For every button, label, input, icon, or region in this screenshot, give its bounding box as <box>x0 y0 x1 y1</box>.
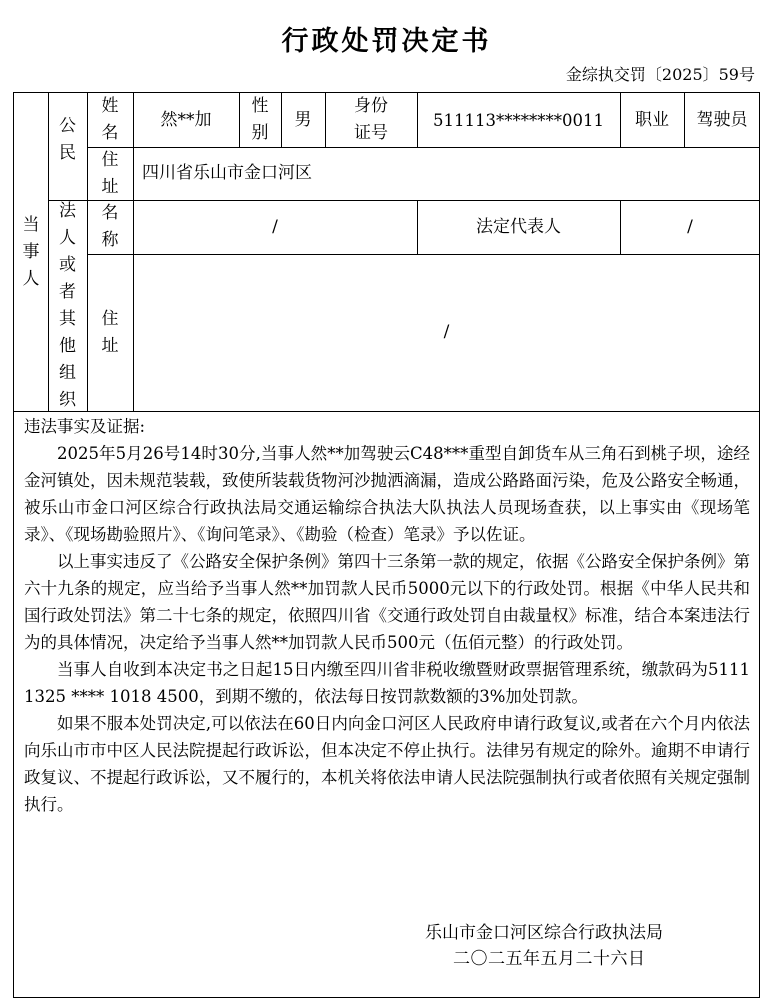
name-label: 姓 名 <box>101 96 119 143</box>
organization-label: 法 人 或 者 其 他 组 织 <box>59 200 76 410</box>
legal-representative-label: 法定代表人 <box>476 216 561 237</box>
legal-representative-value: / <box>687 216 693 237</box>
violation-paragraph: 以上事实违反了《公路安全保护条例》第四十三条第一款的规定，依据《公路安全保护条例》第六十九条的规定，应当给予当事人然**加罚款人民币5000元以下的行政处罚。根据《中华人民共和国行政处罚法》第二十七条的规定，依照四川省《交通行政处罚自由裁量权》标准，结合本案违法行为的具体情况，决定给予当事人然**加罚款人民币500元（伍佰元整）的行政处罚。 <box>24 552 750 652</box>
decision-sheet <box>13 92 760 998</box>
org-address-label: 住 址 <box>101 308 119 356</box>
occupation-label: 职业 <box>635 109 669 130</box>
facts-paragraph: 2025年5月26号14时30分,当事人然**加驾驶云C48***重型自卸货车从三角石到桃子坝，途经金河镇处，因未规范装载，致使所装载货物河沙抛洒滴漏，造成公路路面污染，危及公路安全畅通，被乐山市金口河区综合行政执法局交通运输综合执法大队执法人员现场查获，以上事实由《现场笔录》、《现场勘验照片》、《询问笔录》、《勘验（检查）笔录》予以佐证。 <box>24 444 750 544</box>
id-label: 身份 证号 <box>354 96 388 143</box>
gender-label: 性 别 <box>251 96 269 143</box>
payment-paragraph: 当事人自收到本决定书之日起15日内缴至四川省非税收缴暨财政票据管理系统，缴款码为5111 1325 **** 1018 4500，到期不缴的，依法每日按罚款数额的3%加处罚款。 <box>24 660 750 706</box>
occupation-value: 驾驶员 <box>696 109 748 130</box>
appeal-paragraph: 如果不服本处罚决定,可以依法在60日内向金口河区人民政府申请行政复议,或者在六个月内依法向乐山市市中区人民法院提起行政诉讼，但本决定不停止执行。法律另有规定的除外。逾期不申请行政复议、不提起行政诉讼，又不履行的，本机关将依法申请人民法院强制执行或者依照有关规定强制执行。 <box>24 714 750 814</box>
address-label: 住 址 <box>101 149 119 197</box>
page-title: 行政处罚决定书 <box>281 26 492 57</box>
id-value: 511113********0011 <box>433 110 604 130</box>
name-value: 然**加 <box>160 109 212 130</box>
issuing-organization: 乐山市金口河区综合行政执法局 <box>425 923 663 943</box>
org-name-label: 名 称 <box>101 203 119 250</box>
party-section-label: 当 事 人 <box>22 214 40 289</box>
facts-heading: 违法事实及证据: <box>24 417 146 436</box>
address-value: 四川省乐山市金口河区 <box>142 163 312 183</box>
citizen-label: 公 民 <box>59 116 76 163</box>
org-address-value: / <box>443 322 450 342</box>
org-name-value: / <box>272 216 278 237</box>
issue-date: 二〇二五年五月二十六日 <box>453 949 646 969</box>
facts-section <box>24 413 750 818</box>
document-number: 金综执交罚〔2025〕59号 <box>565 65 755 84</box>
gender-value: 男 <box>294 109 312 130</box>
